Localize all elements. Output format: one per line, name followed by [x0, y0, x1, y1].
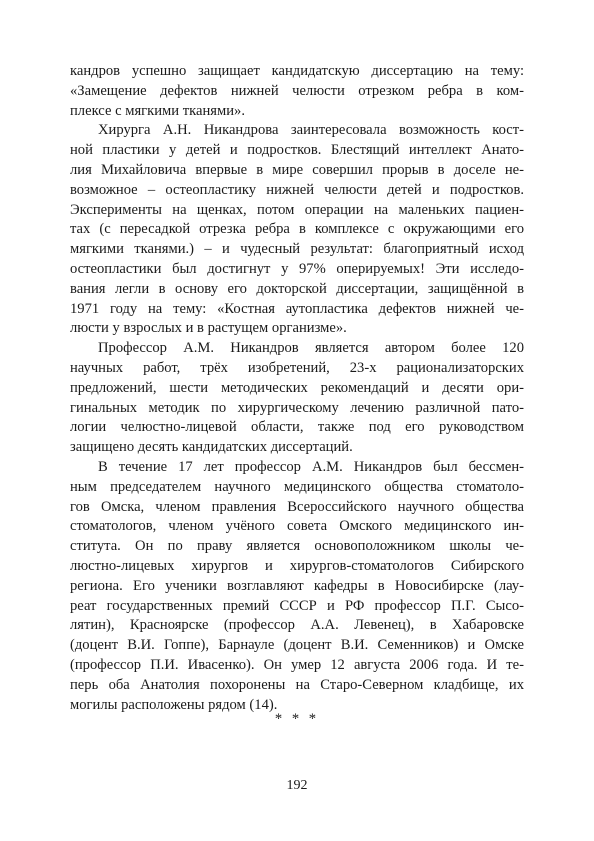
text-line: вания легли в основу его докторской диссертации, защищённой в [70, 280, 524, 297]
text-line: люстно-лицевых хирургов и хирургов-стоматологов Сибирского [70, 557, 524, 574]
text-line: ной пластики у детей и подростков. Блестящий интеллект Анато- [70, 142, 524, 159]
text-line: В течение 17 лет профессор А.М. Никандров был бессмен- [98, 458, 524, 475]
text-line: гов Омска, членом правления Всероссийского научного общества [70, 498, 524, 515]
text-line: лятин), Красноярске (профессор А.А. Левенец), в Хабаровске [70, 617, 524, 634]
text-line: могилы расположены рядом (14). [70, 696, 278, 713]
text-line: Хирурга А.Н. Никандрова заинтересовала возможность кост- [98, 122, 524, 139]
text-line: перь оба Анатолия похоронены на Старо-Северном кладбище, их [70, 676, 524, 693]
text-line: возможное – остеопластику нижней челюсти детей и подростков. [70, 181, 524, 198]
text-line: тах (с пересадкой отрезка ребра в комплексе с окружающими его [70, 221, 524, 238]
text-line: предложений, шести методических рекомендаций и десяти ори- [70, 379, 524, 396]
text-line: научных работ, трёх изобретений, 23-х рационализаторских [70, 359, 524, 376]
section-separator: * * * [274, 711, 320, 727]
text-line: (доцент В.И. Гоппе), Барнауле (доцент В.И. Семенников) и Омске [70, 637, 524, 654]
text-line: защищено десять кандидатских диссертаций. [70, 439, 353, 456]
text-line: кандров успешно защищает кандидатскую диссертацию на тему: [70, 63, 524, 79]
text-line: остеопластики был достигнут у 97% оперируемых! Эти исследо- [70, 260, 524, 277]
text-line: «Замещение дефектов нижней челюсти отрезком ребра в ком- [70, 82, 524, 99]
text-line: региона. Его ученики возглавляют кафедры в Новосибирске (лау- [70, 577, 524, 594]
text-line: мягкими тканями.) – и чудесный результат: благоприятный исход [70, 241, 524, 258]
text-line: (профессор П.И. Ивасенко). Он умер 12 августа 2006 года. И те- [70, 656, 524, 673]
text-line: плексе с мягкими тканями». [70, 102, 245, 119]
text-line: ститута. Он по праву является основоположником школы че- [70, 538, 524, 555]
text-line: Профессор А.М. Никандров является автором более 120 [98, 340, 524, 357]
text-line: стоматологов, членом учёного совета Омского медицинского ин- [70, 518, 524, 535]
text-line: Эксперименты на щенках, потом операции на маленьких пациен- [70, 201, 524, 218]
text-line: ным председателем научного медицинского общества стоматоло- [70, 478, 524, 495]
text-line: реат государственных премий СССР и РФ профессор П.Г. Сысо- [70, 597, 524, 614]
page-number: 192 [286, 778, 308, 793]
text-line: 1971 году на тему: «Костная аутопластика дефектов нижней че- [70, 300, 524, 317]
text-line: лия Михайловича впервые в мире совершил прорыв в доселе не- [70, 161, 524, 178]
body-text [70, 62, 524, 715]
text-line: гинальных методик по хирургическому лечению различной пато- [70, 399, 524, 416]
text-line: люсти у взрослых и в растущем организме». [70, 320, 347, 337]
text-line: логии челюстно-лицевой области, также под его руководством [70, 419, 524, 436]
